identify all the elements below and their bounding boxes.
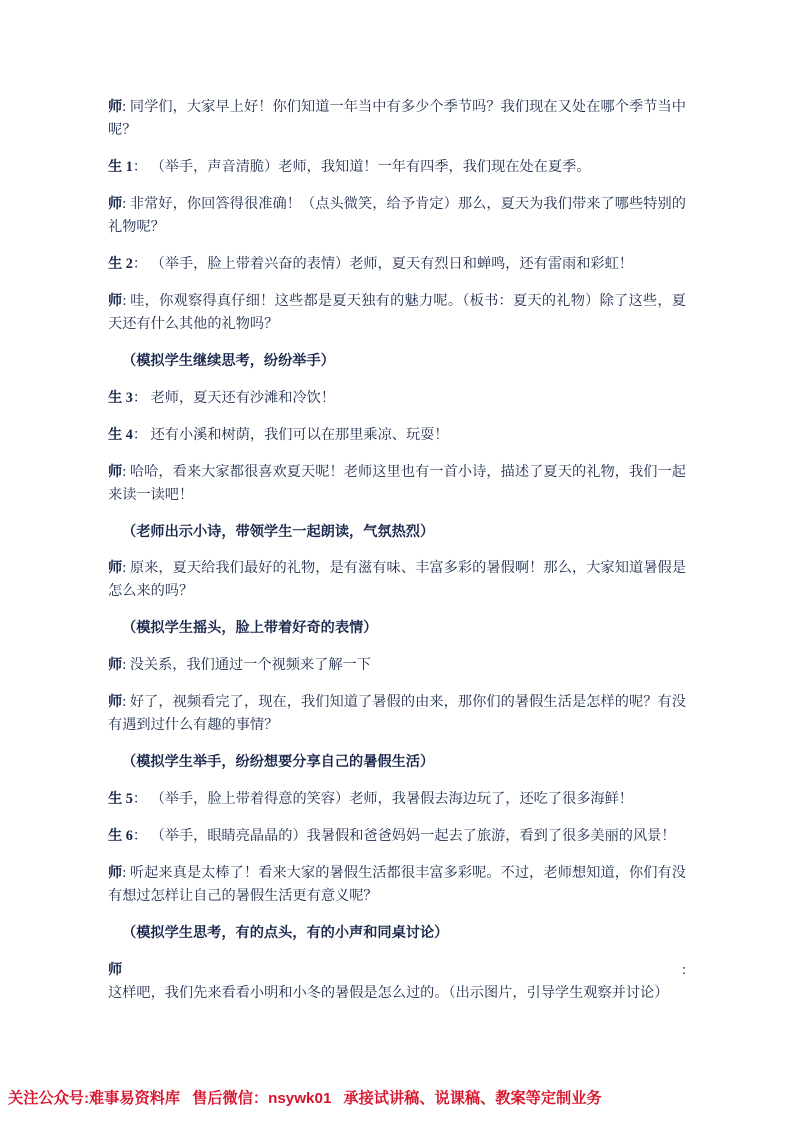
dialogue-text: 同学们，大家早上好！你们知道一年当中有多少个季节吗？我们现在又处在哪个季节当中呢？ [108, 99, 686, 138]
speaker-label: 师 [108, 99, 123, 115]
speaker-label: 师 [108, 560, 123, 577]
speaker-colon: : [122, 560, 130, 577]
speaker-label: 师 [108, 293, 123, 309]
dialogue-line [108, 193, 686, 239]
speaker-label: 生 3 [108, 389, 133, 406]
dialogue-line [108, 557, 686, 603]
dialogue-text: 原来，夏天给我们最好的礼物，是有滋有味、丰富多彩的暑假啊！那么，大家知道暑假是怎么来的吗？ [108, 560, 686, 600]
stage-direction: （老师出示小诗，带领学生一起朗读，气氛热烈） [122, 523, 435, 540]
speaker-colon: ： [132, 790, 151, 807]
dialogue-line [108, 156, 686, 179]
dialogue-line [108, 959, 686, 1005]
speaker-colon: : [122, 657, 130, 674]
dialogue-text: 听起来真是太棒了！看来大家的暑假生活都很丰富多彩呢。不过，老师想知道，你们有没有想过怎样让自己的暑假生活更有意义呢？ [108, 864, 686, 904]
speaker-label: 师 [108, 463, 123, 480]
speaker-colon: : [122, 864, 130, 881]
stage-direction: （模拟学生继续思考，纷纷举手） [122, 353, 335, 369]
speaker-label: 师 [108, 864, 123, 881]
speaker-colon: : [122, 463, 130, 480]
speaker-label: 生 2 [108, 256, 133, 272]
dialogue-text: 非常好，你回答得很准确！（点头微笑，给予肯定）那么，夏天为我们带来了哪些特别的礼物呢？ [108, 196, 686, 235]
dialogue-text: 哇，你观察得真仔细！这些都是夏天独有的魅力呢。（板书：夏天的礼物）除了这些，夏天还有什么其他的礼物吗？ [108, 293, 686, 332]
dialogue-line [108, 862, 686, 908]
dialogue-text: 还有小溪和树荫，我们可以在那里乘凉、玩耍！ [150, 426, 449, 443]
speaker-colon: : [122, 99, 130, 115]
speaker-label: 生 5 [108, 790, 133, 807]
dialogue-line [108, 825, 686, 848]
speaker-label: 师 [108, 961, 683, 978]
speaker-colon: ： [132, 827, 151, 844]
footer-service-label: 售后微信：nsywk01 [192, 1090, 332, 1107]
speaker-colon: : [122, 196, 130, 212]
stage-direction: （模拟学生思考，有的点头，有的小声和同桌讨论） [122, 924, 449, 941]
dialogue-text: 没关系，我们通过一个视频来了解一下 [129, 657, 371, 674]
dialogue-line [108, 654, 686, 677]
dialogue-line [108, 691, 686, 737]
dialogue-text: （举手，眼睛亮晶晶的）我暑假和爸爸妈妈一起去了旅游，看到了很多美丽的风景！ [150, 827, 676, 844]
speaker-label: 师 [108, 657, 123, 674]
dialogue-text: 哈哈，看来大家都很喜欢夏天呢！老师这里也有一首小诗，描述了夏天的礼物，我们一起来读一读吧！ [108, 463, 686, 503]
stage-direction: （模拟学生摇头，脸上带着好奇的表情） [122, 620, 378, 637]
footer-banner [0, 1075, 793, 1122]
dialogue-text: （举手，声音清脆）老师，我知道！一年有四季，我们现在处在夏季。 [150, 159, 591, 175]
speaker-label: 生 4 [108, 426, 133, 443]
speaker-colon: : [122, 293, 131, 309]
dialogue-text: 好了，视频看完了，现在，我们知道了暑假的由来，那你们的暑假生活是怎样的呢？有没有遇到过什么有趣的事情？ [108, 694, 686, 734]
dialogue-line [108, 788, 686, 811]
dialogue-script-body [108, 96, 686, 1019]
dialogue-line [108, 290, 686, 336]
footer-follow-label: 关注公众号:难事易资料库 [8, 1090, 181, 1107]
speaker-colon: ： [132, 389, 151, 406]
dialogue-line [108, 461, 686, 507]
stage-direction: （模拟学生举手，纷纷想要分享自己的暑假生活） [122, 754, 435, 771]
speaker-colon: : [122, 694, 130, 711]
dialogue-text: （举手，脸上带着得意的笑容）老师，我暑假去海边玩了，还吃了很多海鲜！ [150, 790, 633, 807]
dialogue-line [108, 424, 686, 447]
speaker-label: 生 1 [108, 159, 133, 175]
speaker-label: 生 6 [108, 827, 133, 844]
speaker-label: 师 [108, 694, 123, 711]
dialogue-text: 这样吧，我们先来看看小明和小冬的暑假是怎么过的。（出示图片，引导学生观察并讨论） [108, 984, 669, 1001]
dialogue-line [108, 253, 686, 276]
speaker-colon: : [682, 961, 686, 978]
speaker-colon: ： [132, 426, 151, 443]
speaker-colon: ： [132, 256, 151, 272]
speaker-colon: ： [132, 159, 151, 175]
footer-promo-text [8, 1087, 793, 1108]
footer-business-label: 承接试讲稿、说课稿、教案等定制业务 [343, 1090, 602, 1107]
dialogue-line [108, 96, 686, 142]
speaker-label: 师 [108, 196, 123, 212]
dialogue-line [108, 387, 686, 410]
dialogue-text: 老师，夏天还有沙滩和冷饮！ [150, 389, 336, 406]
dialogue-text: （举手，脸上带着兴奋的表情）老师，夏天有烈日和蝉鸣，还有雷雨和彩虹！ [150, 256, 633, 272]
